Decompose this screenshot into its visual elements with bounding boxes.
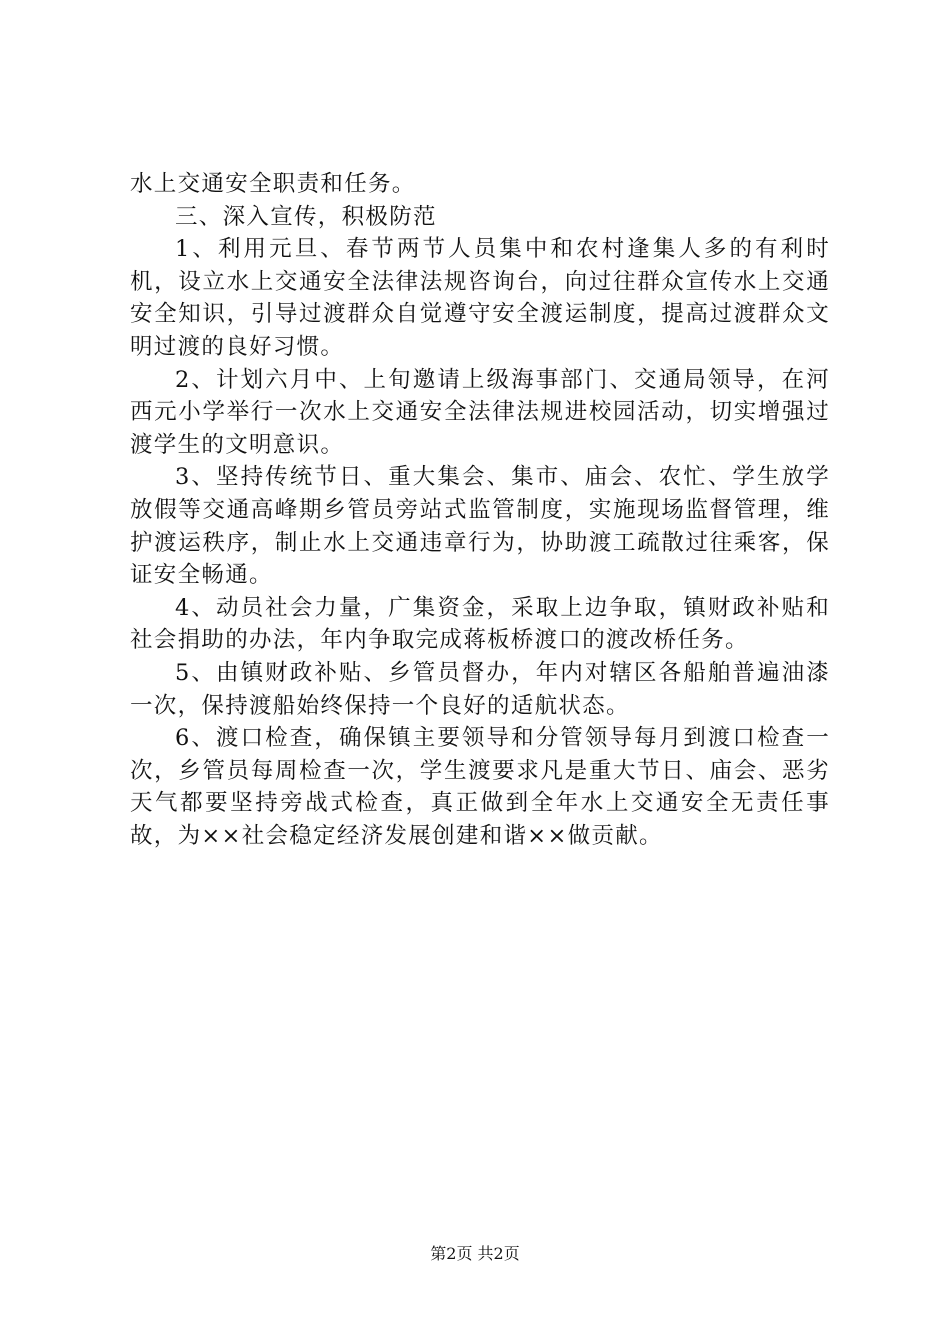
paragraph-item-3: 3、坚持传统节日、重大集会、集市、庙会、农忙、学生放学放假等交通高峰期乡管员旁站式监管制度，实施现场监督管理，维护渡运秩序，制止水上交通违章行为，协助渡工疏散过往乘客，保证安全畅通。 bbox=[130, 464, 830, 589]
paragraph-item-2: 2、计划六月中、上旬邀请上级海事部门、交通局领导，在河西元小学举行一次水上交通安全法律法规进校园活动，切实增强过渡学生的文明意识。 bbox=[130, 366, 830, 458]
paragraph-item-5: 5、由镇财政补贴、乡管员督办，年内对辖区各船舶普遍油漆一次，保持渡船始终保持一个良好的适航状态。 bbox=[130, 659, 830, 719]
paragraph-item-4: 4、动员社会力量，广集资金，采取上边争取，镇财政补贴和社会捐助的办法，年内争取完成蒋板桥渡口的渡改桥任务。 bbox=[130, 594, 830, 654]
paragraph-continuation: 水上交通安全职责和任务。 bbox=[130, 171, 416, 197]
document-body bbox=[130, 168, 830, 852]
paragraph-item-6: 6、渡口检查，确保镇主要领导和分管领导每月到渡口检查一次，乡管员每周检查一次，学生渡要求凡是重大节日、庙会、恶劣天气都要坚持旁战式检查，真正做到全年水上交通安全无责任事故，为××社会稳定经济发展创建和谐××做贡献。 bbox=[130, 725, 830, 849]
page-number-label: 第2页 共2页 bbox=[430, 1244, 520, 1263]
section-heading: 三、深入宣传，积极防范 bbox=[175, 203, 437, 230]
paragraph-item-1: 1、利用元旦、春节两节人员集中和农村逢集人多的有利时机，设立水上交通安全法律法规咨询台，向过往群众宣传水上交通安全知识，引导过渡群众自觉遵守安全渡运制度，提高过渡群众文明过渡的良好习惯。 bbox=[130, 236, 830, 360]
page-footer bbox=[0, 1243, 950, 1265]
